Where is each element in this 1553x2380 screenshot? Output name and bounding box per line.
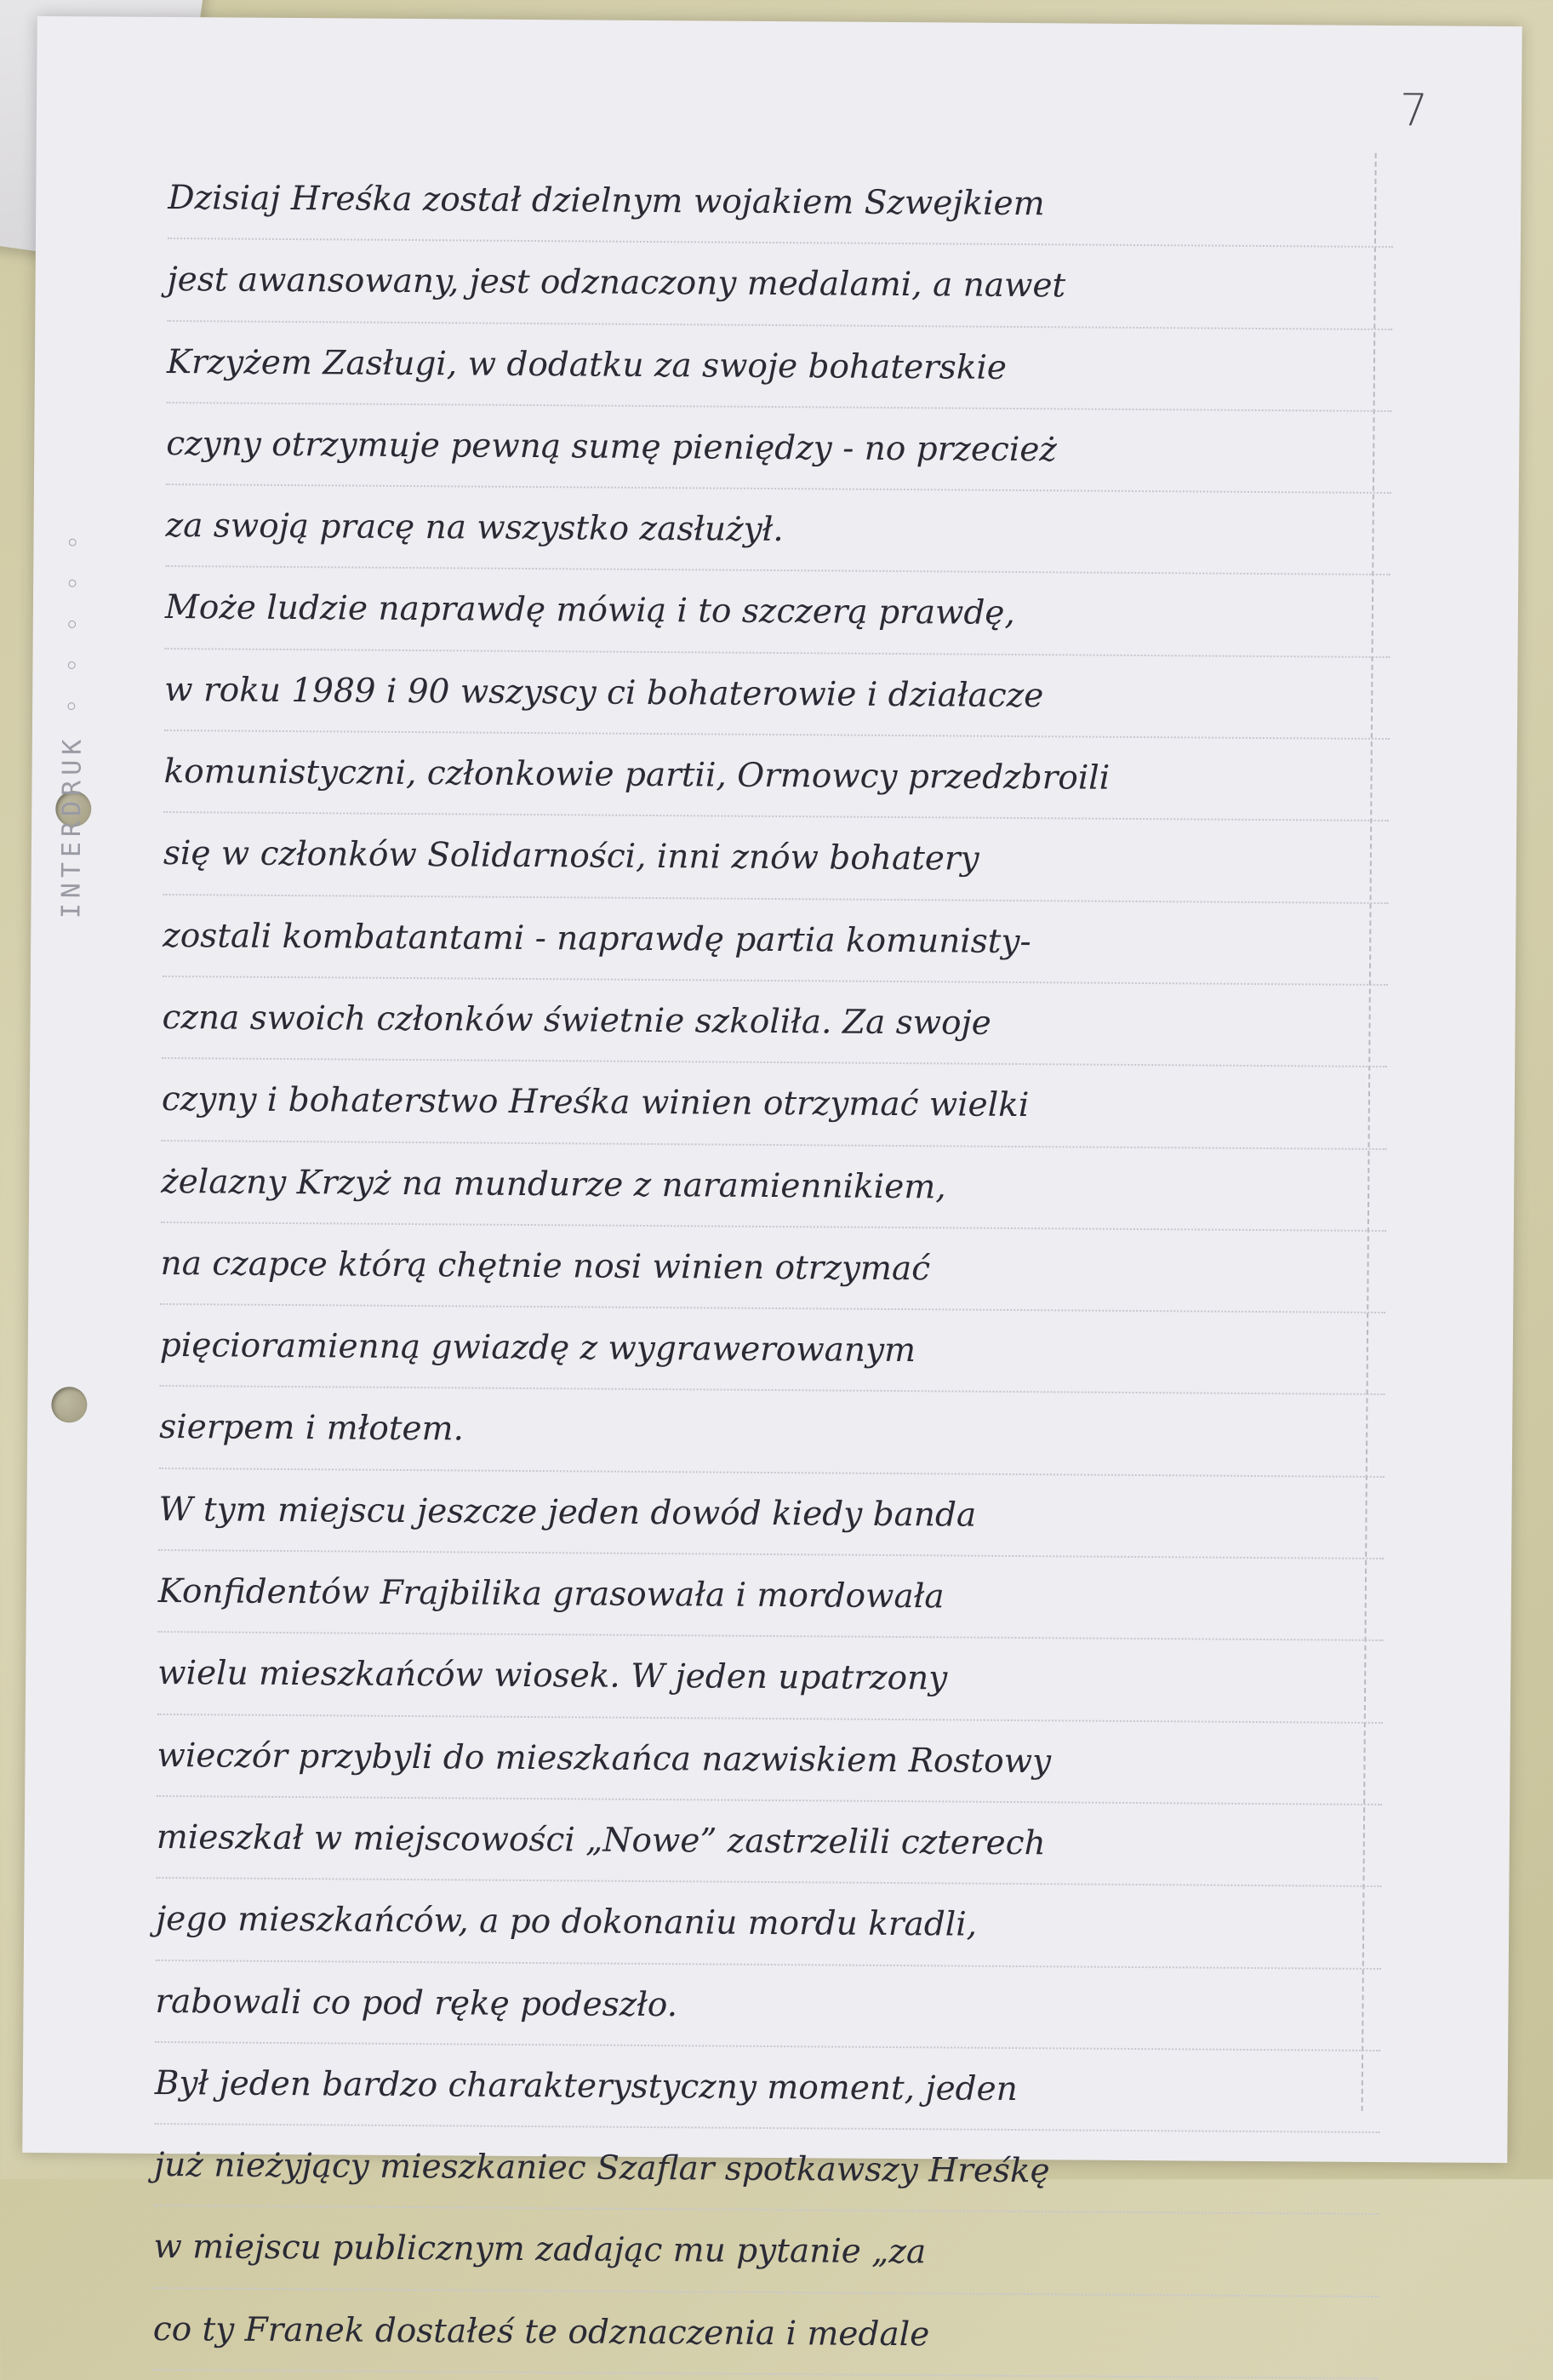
text-line: czyny otrzymuje pewną sumę pieniędzy - no przecież <box>166 403 1392 494</box>
text-line: czyny i bohaterstwo Hreśka winien otrzymać wielki <box>162 1059 1388 1149</box>
text-line: komunistyczni, członkowie partii, Ormowcy przedzbroili <box>163 731 1390 821</box>
text-line: za swoją pracę na wszystko zasłużył. <box>165 485 1391 575</box>
text-line: sierpem i młotem. <box>159 1387 1385 1477</box>
text-line: wielu mieszkańców wiosek. W jeden upatrzony <box>157 1633 1384 1723</box>
text-line: Dzisiaj Hreśka został dzielnym wojakiem Szwejkiem <box>168 157 1394 248</box>
text-line: jest awansowany, jest odznaczony medalami, a nawet <box>167 239 1393 329</box>
punch-hole-lower <box>51 1387 87 1422</box>
side-print-brand: INTERDRUK ◦ ◦ ◦ ◦ ◦ <box>56 529 89 919</box>
text-line: rabowali co pod rękę podeszło. <box>155 1960 1381 2051</box>
text-line: Może ludzie naprawdę mówią i to szczerą prawdę, <box>165 567 1391 657</box>
text-line: czna swoich członków świetnie szkoliła. Za swoje <box>162 977 1388 1067</box>
notebook-sheet <box>22 16 1522 2354</box>
text-line: zostali kombatantami - naprawdę partia komunisty- <box>163 895 1389 986</box>
text-line: Konfidentów Frajbilika grasowała i mordowała <box>158 1551 1385 1641</box>
handwritten-text <box>152 157 1393 2379</box>
page-number: 7 <box>1399 85 1429 137</box>
text-line: mieszkał w miejscowości „Nowe” zastrzelili czterech <box>157 1797 1383 1887</box>
text-line: co ty Franek dostałeś te odznaczenia i medale <box>152 2289 1379 2379</box>
text-line: Był jeden bardzo charakterystyczny moment, jeden <box>154 2043 1380 2133</box>
text-line: jego mieszkańców, a po dokonaniu mordu kradli, <box>156 1879 1382 1969</box>
text-line: żelazny Krzyż na mundurze z naramiennikiem, <box>161 1141 1387 1232</box>
text-line: pięcioramienną gwiazdę z wygrawerowanym <box>160 1305 1386 1395</box>
text-line: na czapce którą chętnie nosi winien otrzymać <box>160 1223 1386 1313</box>
text-line: W tym miejscu jeszcze jeden dowód kiedy banda <box>158 1469 1385 1559</box>
text-line: w roku 1989 i 90 wszyscy ci bohaterowie i działacze <box>164 649 1390 740</box>
text-line: wieczór przybyli do mieszkańca nazwiskiem Rostowy <box>157 1715 1383 1805</box>
text-line: się w członków Solidarności, inni znów bohatery <box>163 813 1390 903</box>
text-line: już nieżyjący mieszkaniec Szaflar spotkawszy Hreśkę <box>154 2125 1380 2215</box>
text-line: w miejscu publicznym zadając mu pytanie „za <box>153 2206 1379 2297</box>
text-line: Krzyżem Zasługi, w dodatku za swoje bohaterskie <box>167 322 1393 412</box>
